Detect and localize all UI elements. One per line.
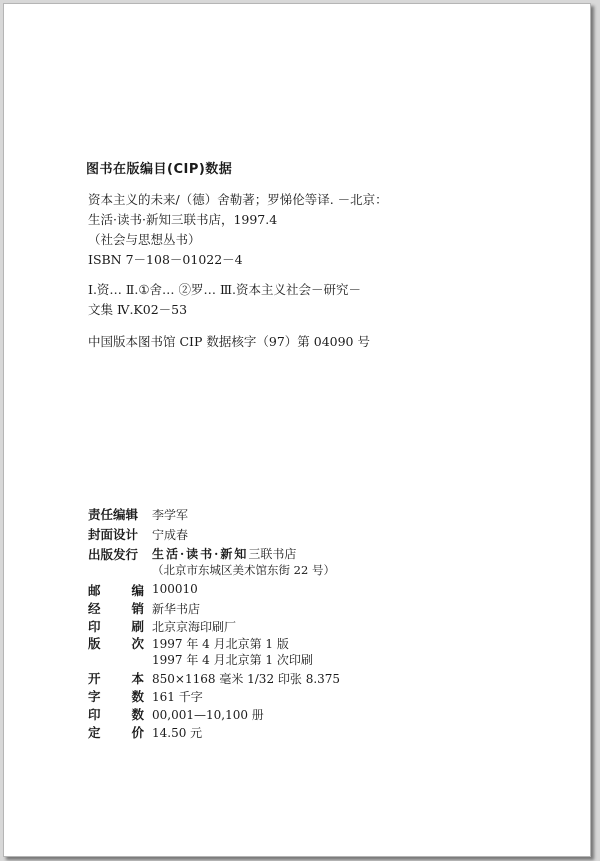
- cip-heading: 图书在版编目(CIP)数据: [86, 162, 233, 177]
- publisher-address: （北京市东城区美术馆东街 22 号）: [152, 563, 335, 577]
- edition-label: 版 次: [88, 636, 144, 651]
- publisher-name: 三联书店: [248, 547, 297, 561]
- printing-value: 北京京海印刷厂: [152, 620, 237, 634]
- edition-value: 1997 年 4 月北京第 1 版: [152, 637, 289, 651]
- price-label: 定 价: [88, 725, 144, 740]
- cip-publisher-line: 生活·读书·新知三联书店，1997.4: [88, 212, 278, 227]
- price-value: 14.50 元: [152, 726, 203, 740]
- postcode-value: 100010: [152, 582, 198, 596]
- cip-isbn-line: ISBN 7－108－01022－4: [88, 252, 243, 267]
- editor-value: 李学军: [152, 508, 189, 522]
- publisher-value: [152, 545, 296, 562]
- cip-series-line: （社会与思想丛书）: [88, 232, 201, 247]
- cover-design-label: 封面设计: [88, 527, 139, 542]
- word-count-value: 161 千字: [152, 690, 203, 704]
- cip-classification-line-2: 文集 Ⅳ.K02－53: [88, 302, 188, 317]
- editor-label: 责任编辑: [88, 507, 139, 522]
- format-label: 开 本: [88, 671, 144, 686]
- cip-record-number: 中国版本图书馆 CIP 数据核字（97）第 04090 号: [88, 334, 370, 349]
- printing-label: 印 刷: [88, 619, 144, 634]
- cip-classification-line: Ⅰ.资… Ⅱ.①舍… ②罗… Ⅲ.资本主义社会－研究－: [88, 282, 362, 297]
- distribution-label: 经 销: [88, 601, 144, 616]
- format-value: 850×1168 毫米 1/32 印张 8.375: [152, 672, 341, 686]
- cip-title-line: 资本主义的未来/（德）舍勒著；罗悌伦等译. －北京：: [88, 192, 388, 207]
- distribution-value: 新华书店: [152, 602, 201, 616]
- printing-run-value: 1997 年 4 月北京第 1 次印刷: [152, 653, 313, 667]
- cover-design-value: 宁成春: [152, 528, 189, 542]
- book-copyright-page: [3, 3, 591, 857]
- publisher-brand: 生活·读书·新知: [152, 547, 249, 561]
- word-count-label: 字 数: [88, 689, 144, 704]
- print-run-value: 00,001—10,100 册: [152, 708, 264, 722]
- publisher-label: 出版发行: [88, 547, 139, 562]
- postcode-label: 邮 编: [88, 583, 144, 598]
- print-run-label: 印 数: [88, 707, 144, 722]
